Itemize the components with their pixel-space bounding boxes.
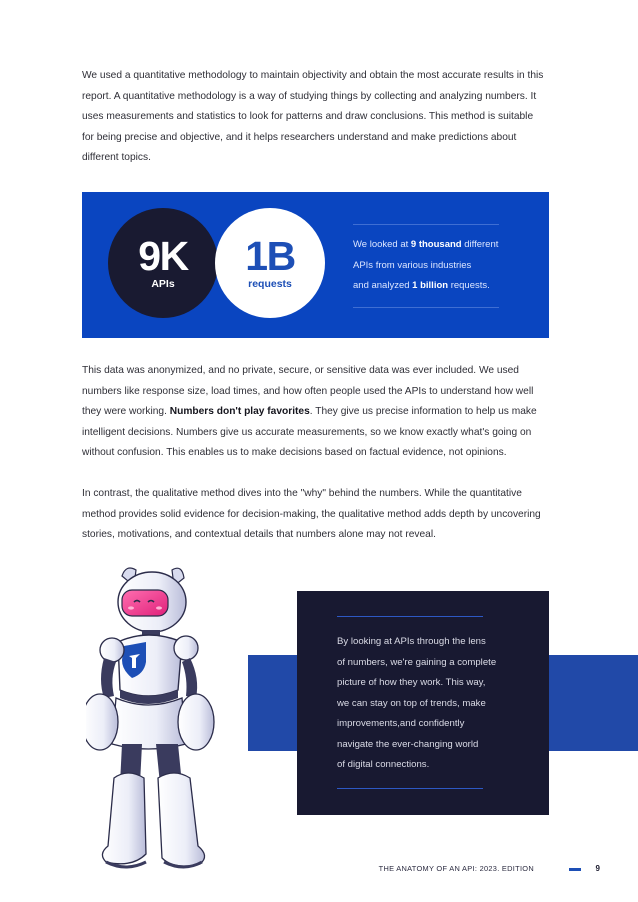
intro-line: report. A quantitative methodology is a way of studying things by collecting and analyzing numbers. It xyxy=(82,90,537,102)
quote-line: By looking at APIs through the lens xyxy=(337,636,486,647)
stats-band xyxy=(82,192,549,338)
quote-line: of digital connections. xyxy=(337,759,430,770)
quote-line: we can stay on top of trends, make xyxy=(337,697,486,709)
paragraph-line: stories, motivations, and contextual details that numbers alone may not reveal. xyxy=(82,529,436,541)
document-title: THE ANATOMY OF AN API: 2023. EDITION xyxy=(378,864,534,873)
paragraph-line: intelligent decisions. Numbers give us accurate measurements, so we know exactly what's going on xyxy=(82,426,532,438)
apis-stat-circle xyxy=(108,208,218,318)
requests-stat-circle xyxy=(215,208,325,318)
paragraph-line: In contrast, the qualitative method dives into the "why" behind the numbers. While the quantitative xyxy=(82,488,522,499)
page-number: 9 xyxy=(595,864,600,873)
page-footer xyxy=(0,862,600,876)
divider xyxy=(353,307,499,308)
stats-line: APIs from various industries xyxy=(353,259,472,271)
divider xyxy=(353,224,499,225)
paragraph-line: without confusion. This enables us to make decisions based on factual evidence, not opinions. xyxy=(82,447,507,459)
intro-line: uses measurements and statistics to look for patterns and draw conclusions. This method is suitable xyxy=(82,111,534,123)
paragraph-line: This data was anonymized, and no private, secure, or sensitive data was ever included. We used xyxy=(82,365,519,376)
quote-box xyxy=(297,591,549,815)
emphasis-text: Numbers don't play favorites xyxy=(169,406,310,418)
footer-accent-bar xyxy=(569,868,581,871)
paragraph-line: they were working. Numbers don't play favorites. They give us precise information to help us make xyxy=(82,406,537,418)
apis-stat-label: APIs xyxy=(151,278,175,290)
intro-line: We used a quantitative methodology to maintain objectivity and obtain the most accurate results in this xyxy=(82,70,544,81)
paragraph-line: method provides solid evidence for decision-making, the qualitative method adds depth by uncovering xyxy=(82,508,541,520)
quote-line: improvements,and confidently xyxy=(337,718,465,729)
quote-text xyxy=(337,632,496,776)
divider xyxy=(337,788,483,789)
stats-description xyxy=(353,224,499,308)
intro-line: different topics. xyxy=(82,152,151,164)
requests-stat-label: requests xyxy=(248,278,292,290)
robot-mascot-illustration xyxy=(86,562,226,882)
stats-line: We looked at 9 thousand different xyxy=(353,239,499,250)
intro-paragraph xyxy=(82,66,562,169)
requests-stat-value: 1B xyxy=(245,233,295,279)
paragraph-line: numbers like response size, load times, and how often people used the APIs to understand how well xyxy=(82,385,534,397)
quote-line: of numbers, we're gaining a complete xyxy=(337,656,497,668)
apis-stat-value: 9K xyxy=(138,233,188,279)
data-paragraph xyxy=(82,361,562,464)
stats-line: and analyzed 1 billion requests. xyxy=(353,280,490,291)
intro-line: for being precise and objective, and it helps researchers understand and make predictions about xyxy=(82,131,517,143)
quote-line: picture of how they work. This way, xyxy=(337,677,486,688)
qualitative-paragraph xyxy=(82,484,562,546)
divider xyxy=(337,616,483,617)
quote-line: navigate the ever-changing world xyxy=(337,738,479,750)
